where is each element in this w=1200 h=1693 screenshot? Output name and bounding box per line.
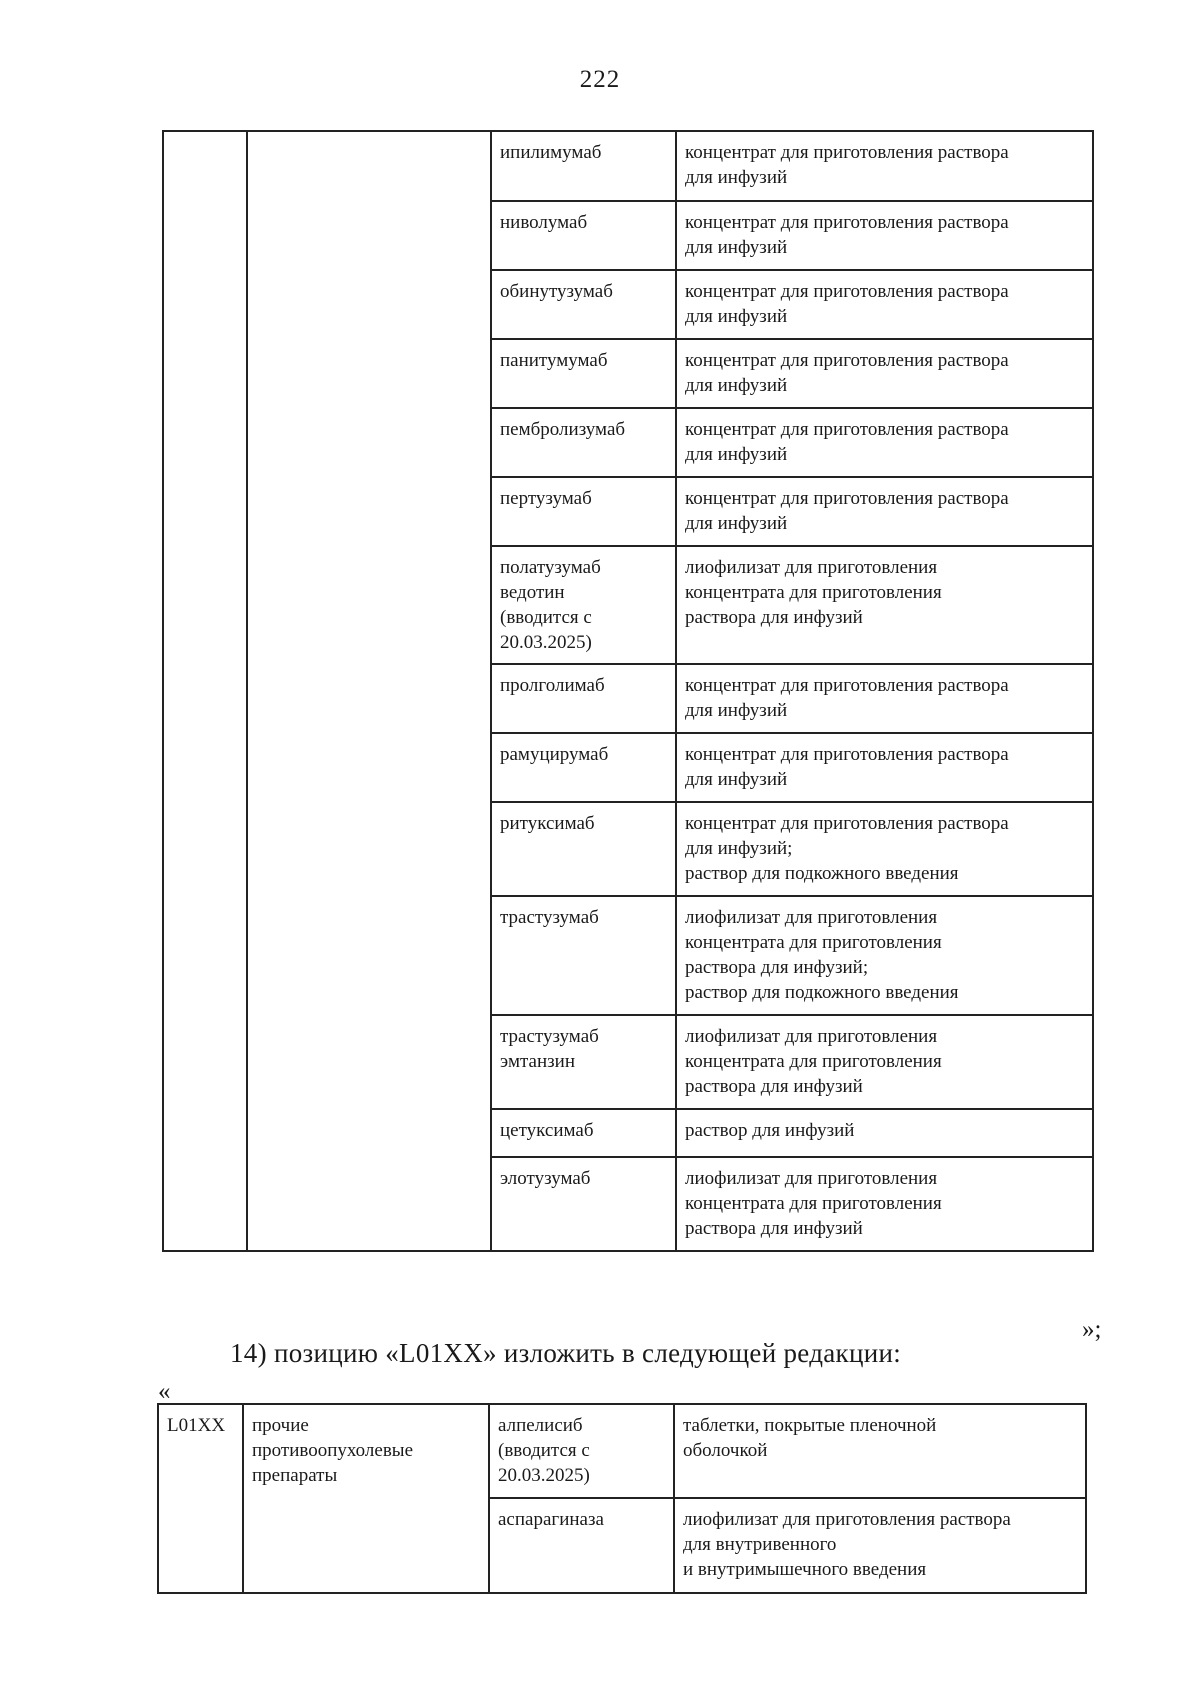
dosage-form-cell: концентрат для приготовления раствора для инфузий — [676, 131, 1093, 201]
drug-name-cell: ипилимумаб — [491, 131, 676, 201]
drug-name-cell: ритуксимаб — [491, 802, 676, 896]
dosage-form-cell: лиофилизат для приготовления концентрата для приготовления раствора для инфузий — [676, 1157, 1093, 1251]
drug-table-l01xx — [157, 1403, 1087, 1594]
group-name-cell: прочие противоопухолевые препараты — [243, 1404, 489, 1593]
dosage-form-cell: раствор для инфузий — [676, 1109, 1093, 1157]
dosage-form-cell: концентрат для приготовления раствора для инфузий — [676, 664, 1093, 733]
drug-name-cell: полатузумаб ведотин (вводится с 20.03.2025) — [491, 546, 676, 664]
drug-name-cell: цетуксимаб — [491, 1109, 676, 1157]
table-row — [158, 1404, 1086, 1498]
dosage-form-cell: концентрат для приготовления раствора для инфузий — [676, 477, 1093, 546]
dosage-form-cell: концентрат для приготовления раствора для инфузий — [676, 733, 1093, 802]
drug-name-cell: элотузумаб — [491, 1157, 676, 1251]
drug-name-cell: ниволумаб — [491, 201, 676, 270]
drug-name-cell: пембролизумаб — [491, 408, 676, 477]
group-name-cell-empty — [247, 131, 491, 1251]
dosage-form-cell: концентрат для приготовления раствора для инфузий — [676, 339, 1093, 408]
drug-name-cell: трастузумаб эмтанзин — [491, 1015, 676, 1109]
drug-name-cell: алпелисиб (вводится с 20.03.2025) — [489, 1404, 674, 1498]
closing-quote: »; — [1082, 1316, 1102, 1343]
drug-name-cell: обинутузумаб — [491, 270, 676, 339]
opening-quote: « — [158, 1378, 171, 1405]
dosage-form-cell: лиофилизат для приготовления раствора для внутривенного и внутримышечного введения — [674, 1498, 1086, 1593]
drug-name-cell: панитумумаб — [491, 339, 676, 408]
dosage-form-cell: лиофилизат для приготовления концентрата для приготовления раствора для инфузий — [676, 546, 1093, 664]
amendment-instruction: 14) позицию «L01XX» изложить в следующей редакции: — [230, 1338, 902, 1368]
page-number: 222 — [579, 66, 621, 93]
dosage-form-cell: концентрат для приготовления раствора для инфузий — [676, 408, 1093, 477]
dosage-form-cell: лиофилизат для приготовления концентрата для приготовления раствора для инфузий; раствор для подкожного введения — [676, 896, 1093, 1015]
drug-table-body — [163, 131, 1093, 1251]
dosage-form-cell: концентрат для приготовления раствора для инфузий — [676, 201, 1093, 270]
dosage-form-cell: концентрат для приготовления раствора для инфузий — [676, 270, 1093, 339]
dosage-form-cell: таблетки, покрытые пленочной оболочкой — [674, 1404, 1086, 1498]
drug-name-cell: пролголимаб — [491, 664, 676, 733]
drug-name-cell: пертузумаб — [491, 477, 676, 546]
table-row — [163, 131, 1093, 201]
dosage-form-cell: концентрат для приготовления раствора для инфузий; раствор для подкожного введения — [676, 802, 1093, 896]
atc-code-cell: L01XX — [158, 1404, 243, 1593]
drug-table-continued — [162, 130, 1094, 1252]
atc-code-cell-empty — [163, 131, 247, 1251]
drug-name-cell: трастузумаб — [491, 896, 676, 1015]
drug-name-cell: аспарагиназа — [489, 1498, 674, 1593]
drug-name-cell: рамуцирумаб — [491, 733, 676, 802]
dosage-form-cell: лиофилизат для приготовления концентрата для приготовления раствора для инфузий — [676, 1015, 1093, 1109]
